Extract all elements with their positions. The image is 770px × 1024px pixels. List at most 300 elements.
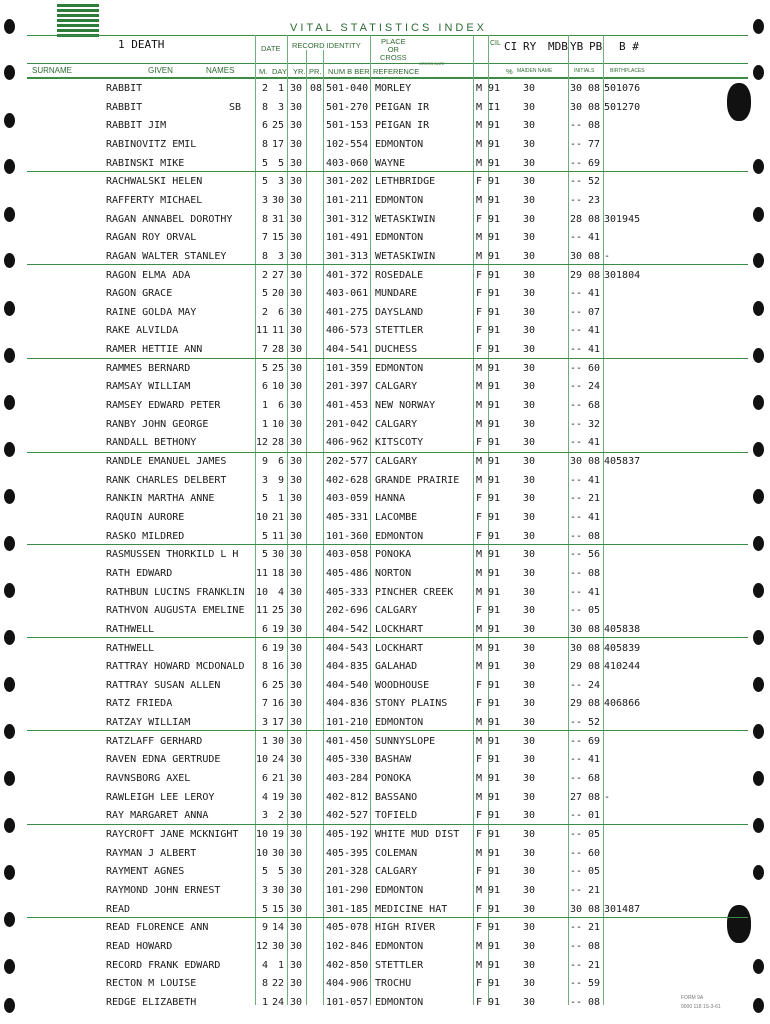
- table-row: [0, 490, 770, 508]
- day-cell: 10: [271, 418, 284, 430]
- table-row: [0, 658, 770, 676]
- table-row: [0, 378, 770, 396]
- yb-cell: --: [570, 288, 583, 300]
- ci-cell: 91: [488, 511, 501, 523]
- year-cell: 30: [290, 269, 303, 281]
- pb-cell: 08: [588, 456, 601, 467]
- place-cell: EDMONTON: [375, 940, 424, 952]
- place-cell: BASSANO: [375, 791, 418, 803]
- surname-cell: RANDALL BETHONY: [106, 437, 197, 449]
- month-cell: 3: [261, 474, 268, 486]
- record-number-cell: 101-360: [326, 530, 369, 542]
- record-number-cell: 405-486: [326, 567, 369, 579]
- yb-cell: --: [570, 847, 583, 859]
- table-row: [0, 192, 770, 210]
- record-number-cell: 101-211: [326, 194, 369, 206]
- day-cell: 6: [277, 400, 284, 412]
- day-cell: 3: [277, 101, 284, 113]
- month-cell: 8: [261, 213, 268, 225]
- day-cell: 27: [271, 269, 284, 281]
- sex-cell: M: [476, 381, 483, 393]
- ry-cell: 30: [523, 138, 536, 150]
- year-cell: 30: [290, 362, 303, 374]
- form-code: 9000 118 1S-3-61: [681, 1004, 721, 1010]
- col-reference: REFERENCE: [373, 67, 420, 76]
- yb-cell: 30: [570, 101, 583, 113]
- sex-cell: M: [476, 250, 483, 262]
- month-cell: 1: [261, 400, 268, 412]
- place-cell: LOCKHART: [375, 623, 424, 635]
- day-cell: 16: [271, 698, 284, 710]
- ci-cell: 91: [488, 605, 501, 617]
- month-cell: 11: [255, 605, 268, 617]
- col-given: GIVEN: [148, 66, 173, 75]
- year-cell: 30: [290, 120, 303, 132]
- ry-cell: 30: [523, 362, 536, 374]
- sex-cell: F: [476, 493, 483, 505]
- ci-cell: 91: [488, 959, 501, 971]
- place-cell: EDMONTON: [375, 717, 424, 729]
- month-cell: 5: [261, 493, 268, 505]
- year-cell: 30: [290, 623, 303, 635]
- place-cell: PEIGAN IR: [375, 120, 430, 132]
- month-cell: 7: [261, 232, 268, 244]
- record-number-cell: 201-042: [326, 418, 369, 430]
- pb-cell: 08: [588, 120, 601, 132]
- month-cell: 1: [261, 418, 268, 430]
- table-row: [0, 360, 770, 378]
- surname-cell: RABBIT: [106, 101, 143, 113]
- yb-cell: --: [570, 586, 583, 598]
- surname-cell: READ FLORENCE ANN: [106, 922, 209, 934]
- col-surname: SURNAME: [32, 66, 73, 75]
- day-cell: 24: [271, 996, 284, 1008]
- month-cell: 4: [261, 791, 268, 803]
- day-cell: 28: [271, 344, 284, 356]
- sex-cell: F: [476, 679, 483, 691]
- place-cell: TOFIELD: [375, 810, 418, 822]
- year-cell: 30: [290, 138, 303, 150]
- ci-cell: 91: [488, 120, 501, 132]
- yb-cell: --: [570, 306, 583, 318]
- pb-cell: 24: [588, 679, 601, 691]
- place-cell: ROSEDALE: [375, 269, 424, 281]
- month-cell: 5: [261, 288, 268, 300]
- yb-cell: --: [570, 978, 583, 990]
- place-cell: NEW NORWAY: [375, 400, 436, 412]
- yb-cell: --: [570, 232, 583, 244]
- record-number-cell: 301-202: [326, 176, 369, 188]
- place-cell: WOODHOUSE: [375, 679, 430, 691]
- sex-cell: F: [476, 269, 483, 281]
- month-cell: 2: [261, 306, 268, 318]
- yb-cell: --: [570, 530, 583, 542]
- ry-cell: 30: [523, 940, 536, 952]
- day-cell: 24: [271, 754, 284, 766]
- surname-cell: RAWLEIGH LEE LEROY: [106, 791, 215, 803]
- surname-cell: READ HOWARD: [106, 940, 173, 952]
- day-cell: 6: [277, 456, 284, 467]
- ci-cell: 91: [488, 884, 501, 896]
- place-cell: DUCHESS: [375, 344, 418, 356]
- place-cell: EDMONTON: [375, 194, 424, 206]
- ci-cell: 91: [488, 922, 501, 934]
- sex-cell: M: [476, 959, 483, 971]
- yb-cell: --: [570, 884, 583, 896]
- month-cell: 5: [261, 176, 268, 188]
- pb-cell: 23: [588, 194, 601, 206]
- day-cell: 30: [271, 549, 284, 561]
- place-cell: WHITE MUD DIST: [375, 829, 460, 840]
- year-cell: 30: [290, 810, 303, 822]
- pb-cell: 05: [588, 829, 601, 840]
- ci-cell: 91: [488, 437, 501, 449]
- ci-cell: 91: [488, 232, 501, 244]
- day-cell: 3: [277, 250, 284, 262]
- ry-cell: 30: [523, 847, 536, 859]
- col-record-identity: RECORD IDENTITY: [292, 41, 361, 50]
- ci-cell: 91: [488, 773, 501, 785]
- sex-cell: M: [476, 735, 483, 747]
- pb-cell: 21: [588, 493, 601, 505]
- table-row: [0, 528, 770, 546]
- b-number-cell: 301945: [604, 213, 641, 225]
- place-cell: MORLEY: [375, 83, 412, 94]
- yb-cell: --: [570, 773, 583, 785]
- table-row: [0, 695, 770, 713]
- ry-cell: 30: [523, 83, 536, 94]
- yb-cell: --: [570, 511, 583, 523]
- sex-cell: M: [476, 717, 483, 729]
- b-number-cell: 501076: [604, 83, 641, 94]
- ci-cell: 91: [488, 474, 501, 486]
- table-row: [0, 714, 770, 732]
- day-cell: 14: [271, 922, 284, 934]
- table-row: [0, 584, 770, 602]
- year-cell: 30: [290, 418, 303, 430]
- ci-cell: 91: [488, 791, 501, 803]
- day-cell: 30: [271, 940, 284, 952]
- day-cell: 21: [271, 773, 284, 785]
- table-row: [0, 117, 770, 135]
- pb-cell: 41: [588, 474, 601, 486]
- record-number-cell: 101-057: [326, 996, 369, 1008]
- yb-cell: --: [570, 996, 583, 1008]
- col-yb: YB: [570, 40, 584, 53]
- yb-cell: --: [570, 549, 583, 561]
- sex-cell: F: [476, 978, 483, 990]
- form-number: FORM 9A: [681, 995, 704, 1001]
- day-cell: 19: [271, 642, 284, 654]
- day-cell: 28: [271, 437, 284, 449]
- year-cell: 30: [290, 344, 303, 356]
- table-row: [0, 99, 770, 117]
- yb-cell: 29: [570, 698, 583, 710]
- surname-cell: RAMSEY EDWARD PETER: [106, 400, 221, 412]
- sex-cell: F: [476, 996, 483, 1008]
- record-number-cell: 501-040: [326, 83, 369, 94]
- sex-cell: F: [476, 605, 483, 617]
- month-cell: 8: [261, 250, 268, 262]
- yb-cell: --: [570, 418, 583, 430]
- day-cell: 6: [277, 306, 284, 318]
- pb-cell: 69: [588, 157, 601, 169]
- place-cell: HIGH RIVER: [375, 922, 436, 934]
- record-number-cell: 406-962: [326, 437, 369, 449]
- ci-cell: 91: [488, 250, 501, 262]
- year-cell: 30: [290, 306, 303, 318]
- record-number-cell: 403-060: [326, 157, 369, 169]
- month-cell: 10: [255, 511, 268, 523]
- sex-cell: F: [476, 903, 483, 915]
- month-cell: 9: [261, 456, 268, 467]
- month-cell: 3: [261, 194, 268, 206]
- ry-cell: 30: [523, 232, 536, 244]
- day-cell: 18: [271, 567, 284, 579]
- day-cell: 2: [277, 810, 284, 822]
- year-cell: 30: [290, 530, 303, 542]
- place-cell: PINCHER CREEK: [375, 586, 454, 598]
- surname-cell: RABINSKI MIKE: [106, 157, 185, 169]
- ry-cell: 30: [523, 306, 536, 318]
- year-cell: 30: [290, 567, 303, 579]
- sex-cell: M: [476, 884, 483, 896]
- col-m: M.: [259, 67, 268, 76]
- year-cell: 30: [290, 325, 303, 337]
- ry-cell: 30: [523, 791, 536, 803]
- ry-cell: 30: [523, 978, 536, 990]
- pb-cell: 08: [588, 661, 601, 673]
- pb-cell: 08: [588, 791, 601, 803]
- b-number-cell: 301804: [604, 269, 641, 281]
- record-number-cell: 101-491: [326, 232, 369, 244]
- surname-cell: RATTRAY SUSAN ALLEN: [106, 679, 221, 691]
- pb-cell: 77: [588, 138, 601, 150]
- month-cell: 2: [261, 83, 268, 94]
- year-cell: 30: [290, 642, 303, 654]
- table-row: [0, 453, 770, 471]
- table-row: [0, 341, 770, 359]
- pb-cell: 05: [588, 605, 601, 617]
- ci-cell: 91: [488, 157, 501, 169]
- b-number-cell: 405837: [604, 456, 641, 467]
- yb-cell: --: [570, 194, 583, 206]
- place-cell: MUNDARE: [375, 288, 418, 300]
- month-cell: 5: [261, 157, 268, 169]
- day-cell: 30: [271, 735, 284, 747]
- pb-cell: 56: [588, 549, 601, 561]
- surname-cell: RANBY JOHN GEORGE: [106, 418, 209, 430]
- ry-cell: 30: [523, 754, 536, 766]
- place-cell: EDMONTON: [375, 138, 424, 150]
- year-cell: 30: [290, 83, 303, 94]
- month-cell: 6: [261, 623, 268, 635]
- record-number-cell: 403-059: [326, 493, 369, 505]
- ci-cell: 91: [488, 623, 501, 635]
- ry-cell: 30: [523, 586, 536, 598]
- record-number-cell: 404-543: [326, 642, 369, 654]
- year-cell: 30: [290, 101, 303, 113]
- ry-cell: 30: [523, 269, 536, 281]
- place-cell: CALGARY: [375, 866, 418, 878]
- ci-cell: 91: [488, 661, 501, 673]
- table-row: [0, 751, 770, 769]
- place-cell: STETTLER: [375, 959, 424, 971]
- surname-cell: RABINOVITZ EMIL: [106, 138, 197, 150]
- ry-cell: 30: [523, 418, 536, 430]
- ry-cell: 30: [523, 959, 536, 971]
- day-cell: 16: [271, 661, 284, 673]
- sex-cell: F: [476, 325, 483, 337]
- ry-cell: 30: [523, 474, 536, 486]
- day-cell: 4: [277, 586, 284, 598]
- month-cell: 1: [261, 996, 268, 1008]
- record-number-cell: 405-330: [326, 754, 369, 766]
- day-cell: 17: [271, 717, 284, 729]
- surname-cell: RABBIT: [106, 83, 143, 94]
- table-row: [0, 677, 770, 695]
- record-number-cell: 102-846: [326, 940, 369, 952]
- place-cell: CALGARY: [375, 418, 418, 430]
- pb-cell: 08: [588, 250, 601, 262]
- day-cell: 30: [271, 884, 284, 896]
- day-cell: 30: [271, 847, 284, 859]
- sex-cell: F: [476, 176, 483, 188]
- table-row: [0, 416, 770, 434]
- year-cell: 30: [290, 679, 303, 691]
- year-cell: 30: [290, 922, 303, 934]
- table-row: [0, 285, 770, 303]
- col-initials: INITIALS: [574, 68, 595, 74]
- place-cell: EDMONTON: [375, 232, 424, 244]
- ci-cell: 91: [488, 325, 501, 337]
- pb-cell: 52: [588, 717, 601, 729]
- pb-cell: 68: [588, 773, 601, 785]
- ry-cell: 30: [523, 325, 536, 337]
- pb-cell: 52: [588, 176, 601, 188]
- sex-cell: M: [476, 120, 483, 132]
- pb-cell: 60: [588, 847, 601, 859]
- yb-cell: --: [570, 120, 583, 132]
- yb-cell: --: [570, 362, 583, 374]
- sex-cell: M: [476, 138, 483, 150]
- pb-cell: 68: [588, 400, 601, 412]
- year-cell: 30: [290, 213, 303, 225]
- col-num-ber: NUM B BER: [328, 67, 370, 76]
- b-number-cell: 405838: [604, 623, 641, 635]
- yb-cell: --: [570, 381, 583, 393]
- day-cell: 30: [271, 194, 284, 206]
- table-row: [0, 397, 770, 415]
- ry-cell: 30: [523, 605, 536, 617]
- ry-cell: 30: [523, 456, 536, 467]
- sex-cell: F: [476, 810, 483, 822]
- year-cell: 30: [290, 511, 303, 523]
- ry-cell: 30: [523, 810, 536, 822]
- surname-cell: RACHWALSKI HELEN: [106, 176, 203, 188]
- day-cell: 25: [271, 679, 284, 691]
- sex-cell: F: [476, 511, 483, 523]
- ci-cell: 91: [488, 306, 501, 318]
- place-cell: LOCKHART: [375, 642, 424, 654]
- pb-cell: 08: [588, 269, 601, 281]
- pb-cell: 08: [588, 213, 601, 225]
- table-row: [0, 173, 770, 191]
- col-cil: CIL: [490, 40, 501, 47]
- year-cell: 30: [290, 661, 303, 673]
- day-cell: 22: [271, 978, 284, 990]
- pb-cell: 59: [588, 978, 601, 990]
- record-number-cell: 404-541: [326, 344, 369, 356]
- ci-cell: 91: [488, 810, 501, 822]
- yb-cell: --: [570, 157, 583, 169]
- sex-cell: M: [476, 623, 483, 635]
- place-cell: BASHAW: [375, 754, 412, 766]
- ci-cell: 91: [488, 493, 501, 505]
- col-ry: RY: [523, 40, 537, 53]
- b-number-cell: 405839: [604, 642, 641, 654]
- col-date: DATE: [261, 44, 281, 53]
- month-cell: 8: [261, 978, 268, 990]
- surname-cell: RANK CHARLES DELBERT: [106, 474, 227, 486]
- day-cell: 1: [277, 83, 284, 94]
- ry-cell: 30: [523, 530, 536, 542]
- record-number-cell: 402-628: [326, 474, 369, 486]
- table-row: [0, 957, 770, 975]
- day-cell: 20: [271, 288, 284, 300]
- year-cell: 30: [290, 754, 303, 766]
- ci-cell: 91: [488, 400, 501, 412]
- ry-cell: 30: [523, 288, 536, 300]
- year-cell: 30: [290, 996, 303, 1008]
- surname-cell: RAVNSBORG AXEL: [106, 773, 191, 785]
- month-cell: 7: [261, 698, 268, 710]
- sex-cell: F: [476, 288, 483, 300]
- month-cell: 4: [261, 959, 268, 971]
- record-number-cell: 404-906: [326, 978, 369, 990]
- year-cell: 30: [290, 493, 303, 505]
- table-row: [0, 80, 770, 98]
- ry-cell: 30: [523, 922, 536, 934]
- ry-cell: 30: [523, 400, 536, 412]
- year-cell: 30: [290, 717, 303, 729]
- year-cell: 30: [290, 978, 303, 990]
- year-cell: 30: [290, 400, 303, 412]
- day-cell: 19: [271, 623, 284, 635]
- ry-cell: 30: [523, 773, 536, 785]
- table-row: [0, 229, 770, 247]
- pb-cell: 07: [588, 306, 601, 318]
- place-cell: PEIGAN IR: [375, 101, 430, 113]
- ry-cell: 30: [523, 698, 536, 710]
- record-number-cell: 301-312: [326, 213, 369, 225]
- record-number-cell: 401-275: [326, 306, 369, 318]
- ci-cell: 91: [488, 194, 501, 206]
- month-cell: 3: [261, 717, 268, 729]
- table-row: [0, 509, 770, 527]
- year-cell: 30: [290, 437, 303, 449]
- ry-cell: 30: [523, 437, 536, 449]
- month-cell: 5: [261, 866, 268, 878]
- surname-cell: RAGAN ANNABEL DOROTHY: [106, 213, 233, 225]
- pb-cell: 21: [588, 959, 601, 971]
- ci-cell: 91: [488, 418, 501, 430]
- day-cell: 11: [271, 530, 284, 542]
- place-cell: CALGARY: [375, 381, 418, 393]
- ci-cell: 91: [488, 456, 501, 467]
- table-row: [0, 267, 770, 285]
- record-number-cell: 403-284: [326, 773, 369, 785]
